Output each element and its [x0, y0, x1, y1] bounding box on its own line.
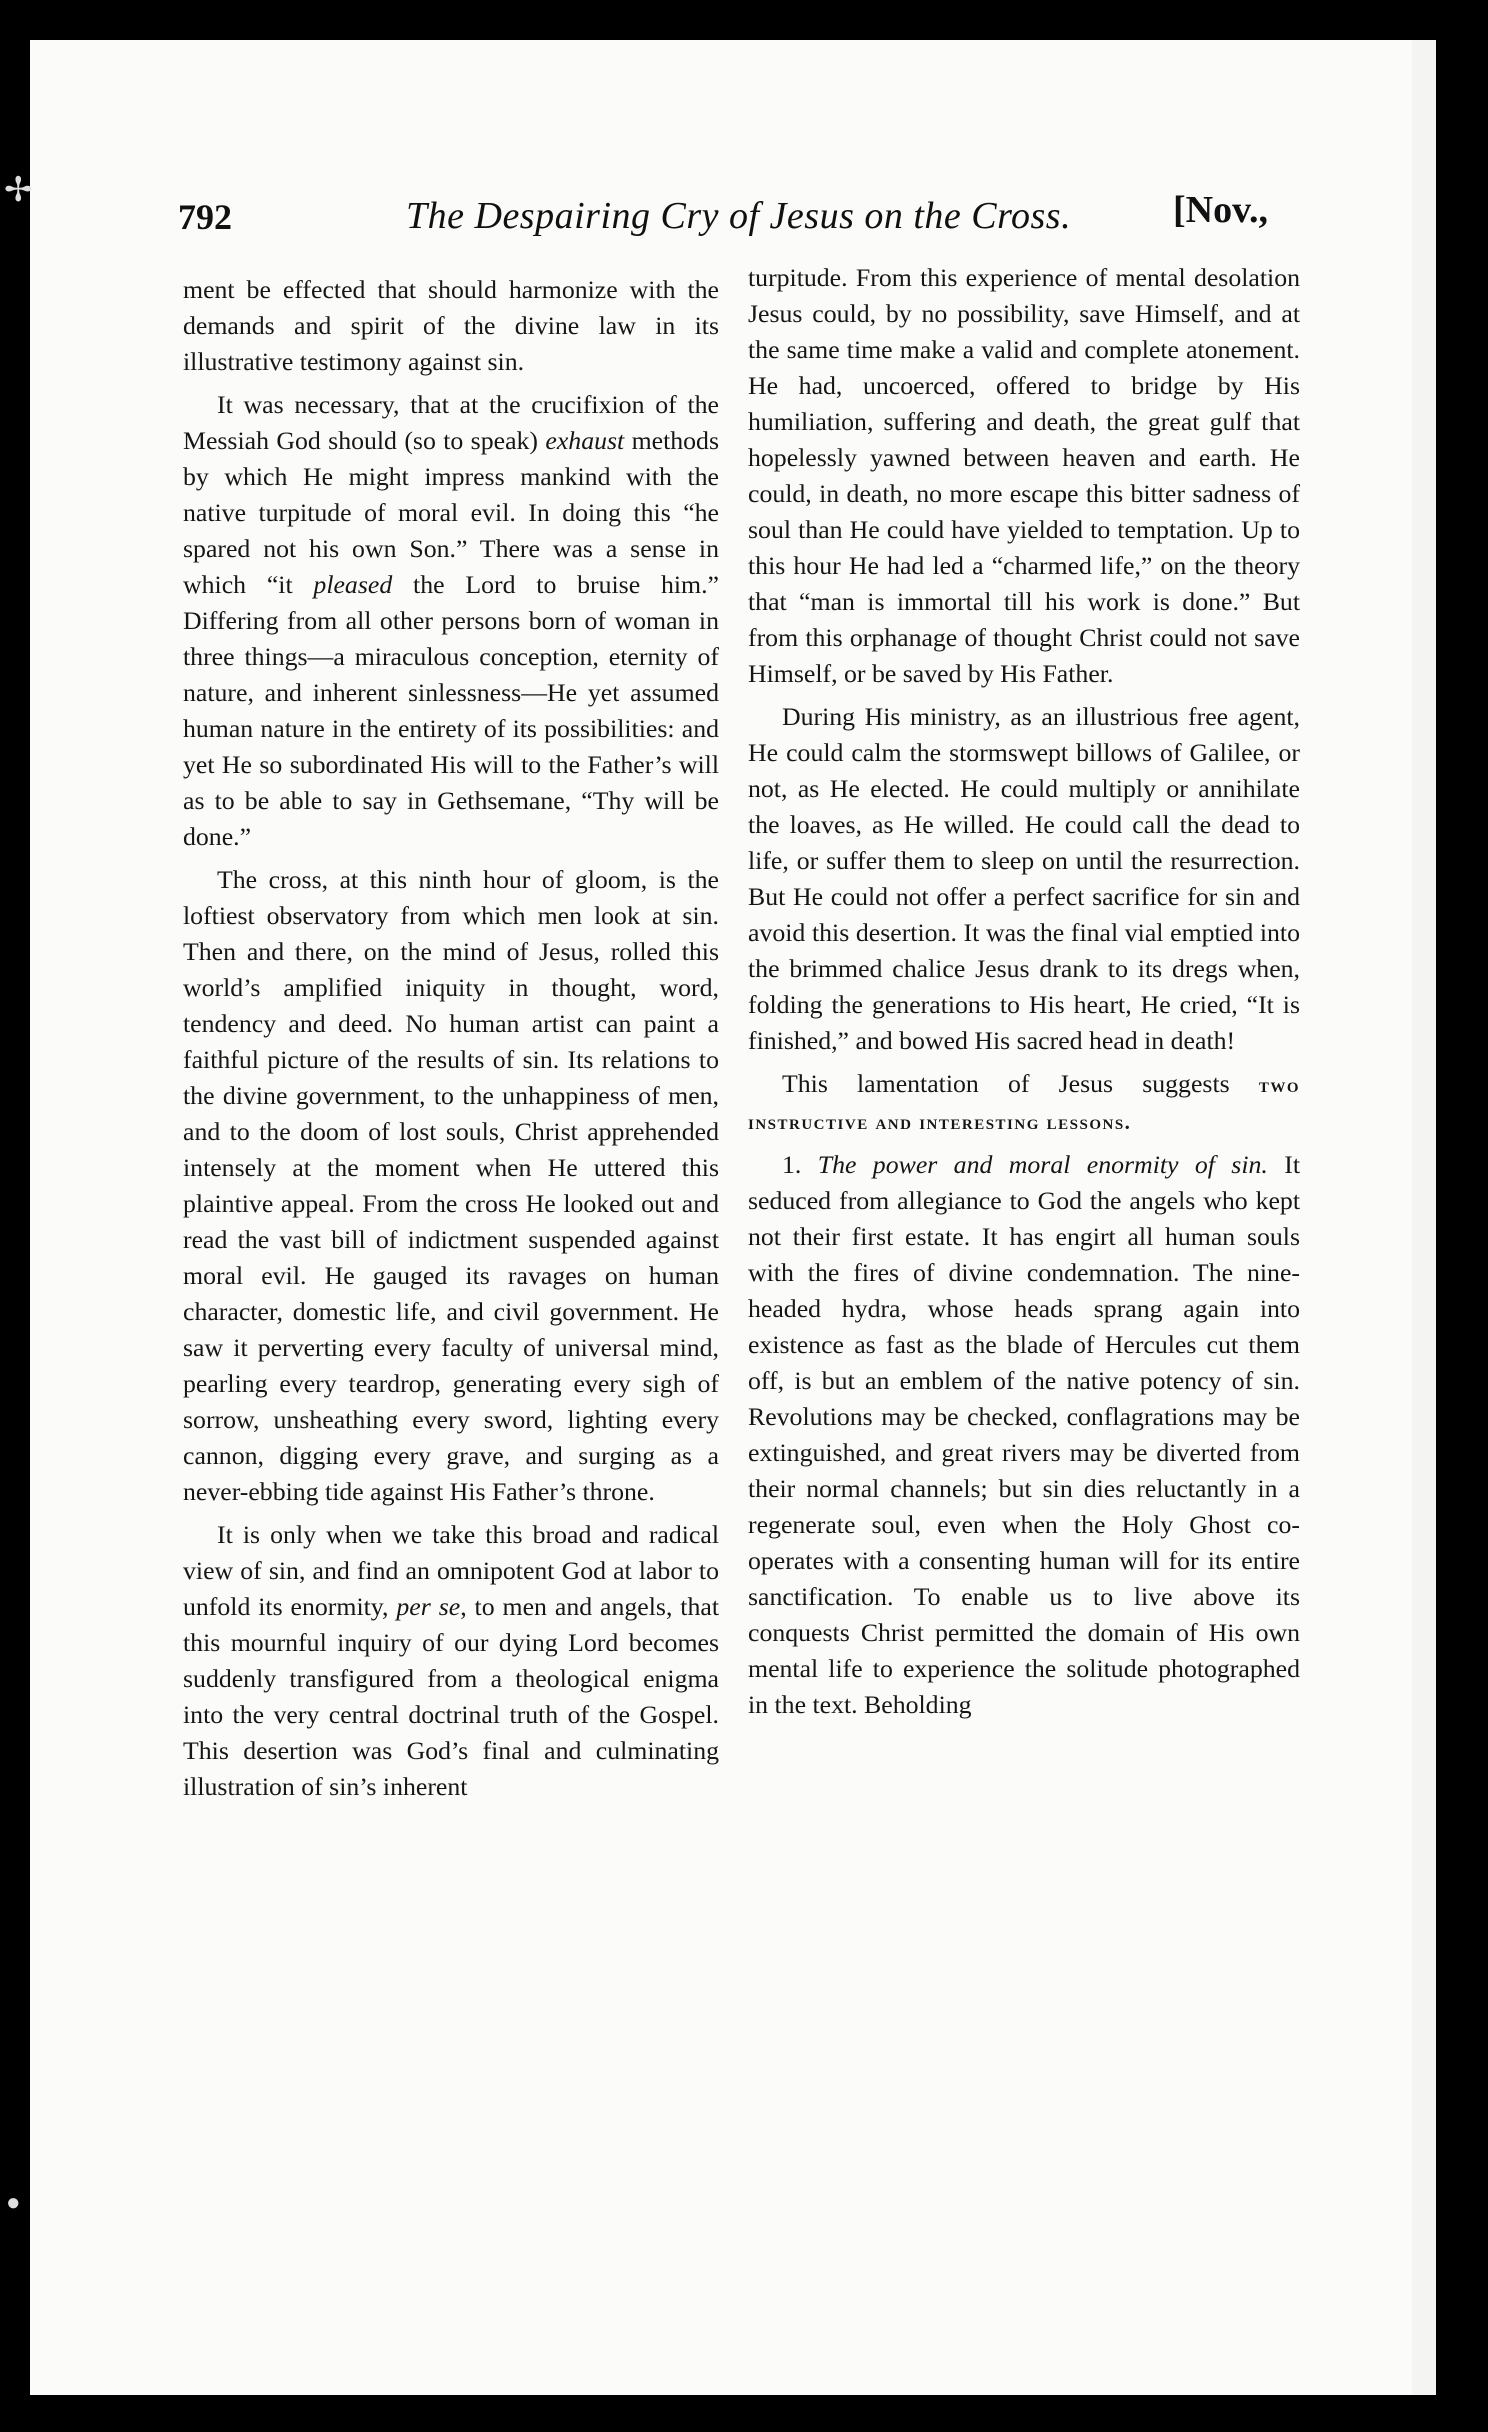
scan-mark-bottom: ● — [6, 2190, 21, 2216]
paragraph: ment be effected that should harmonize with the demands and spirit of the divine law in its illustrative testimony against sin. — [183, 275, 719, 376]
paragraph: This lamentation of Jesus suggests two instructive and interesting lessons. — [748, 1069, 1300, 1134]
small-caps-text: two instructive and interesting lessons. — [748, 1073, 1300, 1134]
paragraph: turpitude. From this experience of mental desolation Jesus could, by no possibility, save Himself, and at the same time make a valid and complete atonement. He had, uncoerced, offered to bridge by His humiliation, suffering and death, the great gulf that hopelessly yawned between heaven and earth. He could, in death, no more escape this bitter sadness of soul than He could have yielded to temptation. Up to this hour He had led a “charmed life,” on the theory that “man is immortal till his work is done.” But from this orphanage of thought Christ could not save Himself, or be saved by His Father. — [748, 263, 1300, 688]
page-number: 792 — [178, 197, 232, 237]
lesson-heading: The power and moral enormity of sin. — [817, 1150, 1268, 1179]
paragraph: It is only when we take this broad and radical view of sin, and find an omnipotent God at labor to unfold its enormity, per se, to men and angels, that this mournful inquiry of our dying Lord becomes suddenly transfigured from a theological enigma into the very central doctrinal truth of the Gospel. This desertion was God’s final and culminating illustration of sin’s inherent — [183, 1520, 719, 1801]
paragraph: The cross, at this ninth hour of gloom, is the loftiest observatory from which men look at sin. Then and there, on the mind of Jesus, rolled this world’s amplified iniquity in thought, word, tendency and deed. No human artist can paint a faithful picture of the results of sin. Its relations to the divine government, to the unhappiness of men, and to the doom of lost souls, Christ apprehended intensely at the moment when He uttered this plaintive appeal. From the cross He looked out and read the vast bill of indictment suspended against moral evil. He gauged its ravages on human character, domestic life, and civil government. He saw it perverting every faculty of universal mind, pearling every teardrop, generating every sigh of sorrow, unsheathing every sword, lighting every cannon, digging every grave, and surging as a never-ebbing tide against His Father’s throne. — [183, 865, 719, 1506]
running-header — [148, 188, 1308, 248]
left-column — [183, 272, 719, 1812]
next-page-edge — [1412, 40, 1436, 2395]
header-month: [Nov., — [1173, 189, 1268, 231]
paragraph: It was necessary, that at the crucifixion of the Messiah God should (so to speak) exhaust methods by which He might impress mankind with the native turpitude of moral evil. In doing this “he spared not his own Son.” There was a sense in which “it pleased the Lord to bruise him.” Differing from all other persons born of woman in three things—a miraculous conception, eternity of nature, and inherent sinlessness—He yet assumed human nature in the entirety of its possibilities: and yet He so subordinated His will to the Father’s will as to be able to say in Gethsemane, “Thy will be done.” — [183, 390, 719, 851]
running-title: The Despairing Cry of Jesus on the Cross. — [406, 195, 1072, 237]
scan-mark-top: ✢ — [4, 172, 33, 209]
paragraph: 1. The power and moral enormity of sin. It seduced from allegiance to God the angels who kept not their first estate. It has engirt all human souls with the fires of divine condemnation. The nine-headed hydra, whose heads sprang again into existence as fast as the blade of Hercules cut them off, is but an emblem of the native potency of sin. Revolutions may be checked, conflagrations may be extinguished, and great rivers may be diverted from their normal channels; but sin dies reluctantly in a regenerate soul, even when the Holy Ghost co-operates with a consenting human will for its entire sanctification. To enable us to live above its conquests Christ permitted the domain of His own mental life to experience the solitude photographed in the text. Beholding — [748, 1150, 1300, 1719]
right-column — [748, 260, 1300, 1730]
paragraph: During His ministry, as an illustrious free agent, He could calm the stormswept billows of Galilee, or not, as He elected. He could multiply or annihilate the loaves, as He willed. He could call the dead to life, or suffer them to sleep on until the resurrection. But He could not offer a perfect sacrifice for sin and avoid this desertion. It was the final vial emptied into the brimmed chalice Jesus drank to its dregs when, folding the generations to His heart, He cried, “It is finished,” and bowed His sacred head in death! — [748, 702, 1300, 1055]
